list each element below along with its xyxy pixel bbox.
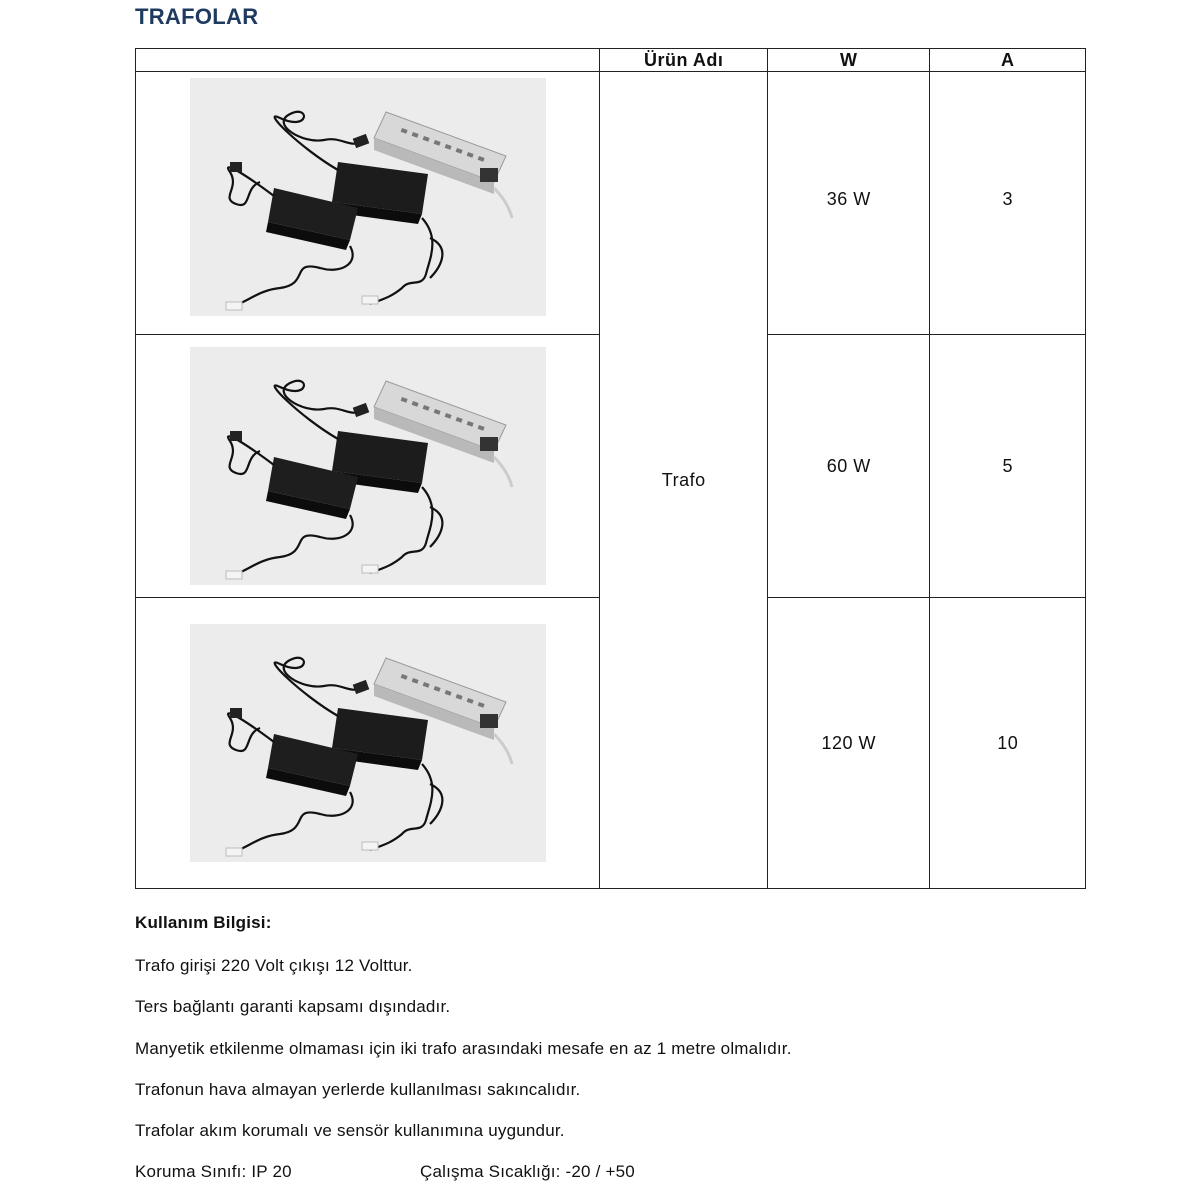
usage-info-line: Manyetik etkilenme olmaması için iki trafo arasındaki mesafe en az 1 metre olmalıdır. <box>135 1039 792 1058</box>
operating-temperature: Çalışma Sıcaklığı: -20 / +50 <box>420 1162 635 1181</box>
image-cell <box>136 72 600 335</box>
table-header-row <box>136 49 1086 72</box>
header-image <box>136 49 600 72</box>
image-cell <box>136 335 600 598</box>
usage-info-heading: Kullanım Bilgisi: <box>135 913 272 932</box>
page-title: TRAFOLAR <box>135 4 259 29</box>
power-supply-photo <box>190 78 546 316</box>
product-name-cell <box>600 72 768 889</box>
product-table <box>135 48 1086 889</box>
usage-info-line: Ters bağlantı garanti kapsamı dışındadır. <box>135 997 451 1016</box>
watt-value: 120 W <box>821 732 876 753</box>
ampere-value: 5 <box>1002 455 1013 476</box>
usage-info-line: Trafo girişi 220 Volt çıkışı 12 Volttur. <box>135 956 413 975</box>
usage-info-line: Trafonun hava almayan yerlerde kullanılması sakıncalıdır. <box>135 1080 581 1099</box>
ampere-cell <box>930 72 1086 335</box>
product-name: Trafo <box>661 469 706 490</box>
ampere-cell <box>930 335 1086 598</box>
table-row <box>136 72 1086 335</box>
header-product-name: Ürün Adı <box>600 49 768 72</box>
ampere-value: 3 <box>1002 188 1013 209</box>
header-watt: W <box>767 49 930 72</box>
usage-info-line: Trafolar akım korumalı ve sensör kullanımına uygundur. <box>135 1121 565 1140</box>
power-supply-photo <box>190 347 546 585</box>
watt-value: 36 W <box>826 188 871 209</box>
image-cell <box>136 598 600 889</box>
watt-cell <box>767 598 930 889</box>
watt-cell <box>767 335 930 598</box>
watt-cell <box>767 72 930 335</box>
header-ampere: A <box>930 49 1086 72</box>
protection-class: Koruma Sınıfı: IP 20 <box>135 1162 292 1181</box>
watt-value: 60 W <box>826 455 871 476</box>
ampere-value: 10 <box>997 732 1019 753</box>
ampere-cell <box>930 598 1086 889</box>
power-supply-photo <box>190 624 546 862</box>
